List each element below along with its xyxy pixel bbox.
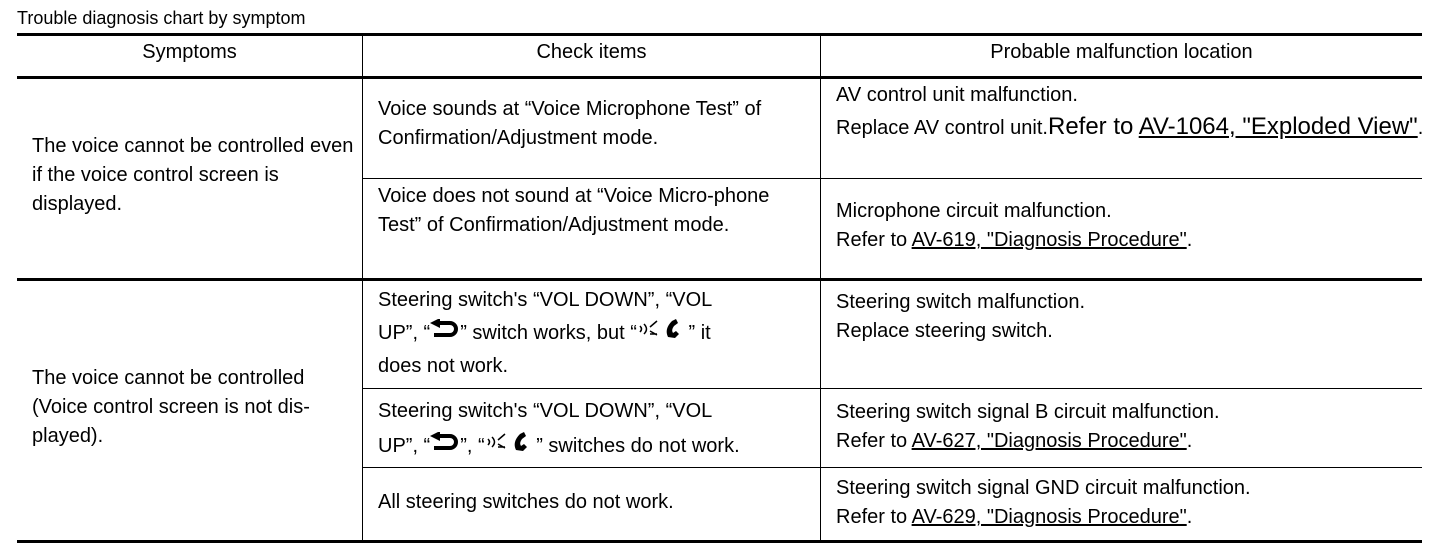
voice-icon: [485, 429, 507, 464]
location-text: Steering switch signal B circuit malfunction.: [836, 401, 1220, 423]
header-symptoms: Symptoms: [142, 41, 237, 63]
check-text: ”, “: [460, 435, 485, 457]
header-check-items: Check items: [536, 41, 647, 63]
check-text: UP”, “: [378, 322, 431, 344]
check-text: Steering switch's “VOL DOWN”, “VOL: [378, 289, 713, 311]
table-bottom-border: [17, 540, 1422, 543]
location-cell: [836, 197, 1416, 255]
check-text: ” switches do not work.: [536, 435, 740, 457]
location-text: [836, 427, 1416, 456]
column-divider: [820, 35, 821, 542]
back-arrow-icon: [430, 429, 460, 464]
reference-link[interactable]: AV-619, "Diagnosis Procedure": [911, 229, 1187, 251]
group-divider: [17, 278, 1422, 281]
location-prefix: Replace AV control unit.: [836, 117, 1048, 139]
check-text: ” it: [688, 322, 711, 344]
chart-caption: Trouble diagnosis chart by symptom: [17, 8, 306, 28]
reference-link[interactable]: AV-627, "Diagnosis Procedure": [911, 430, 1187, 452]
check-cell: [378, 394, 818, 464]
check-text: UP”, “: [378, 435, 431, 457]
location-text: [836, 226, 1416, 255]
symptom-cell: The voice cannot be controlled (Voice control screen is not dis-played).: [32, 367, 310, 447]
check-text: does not work.: [378, 355, 509, 378]
check-text: [378, 317, 818, 350]
check-cell: [378, 284, 818, 383]
back-arrow-icon: [430, 317, 460, 350]
row-divider: [362, 467, 1422, 468]
check-cell: Voice does not sound at “Voice Micro-phone Test” of Confirmation/Adjustment mode.: [378, 185, 770, 236]
suffix-text: .: [1186, 229, 1193, 251]
location-cell: [836, 288, 1416, 346]
suffix-text: .: [1186, 430, 1193, 452]
location-text: Steering switch signal GND circuit malfunction.: [836, 477, 1251, 499]
header-location: Probable malfunction location: [990, 41, 1253, 63]
reference-link[interactable]: AV-1064, "Exploded View": [1138, 113, 1418, 140]
suffix-text: .: [1186, 506, 1193, 528]
refer-text: Refer to: [836, 430, 912, 452]
row-divider: [362, 178, 1422, 179]
symptom-cell: The voice cannot be controlled even if the voice control screen is displayed.: [32, 135, 354, 215]
table-top-border: [17, 33, 1422, 36]
refer-text: Refer to: [836, 229, 912, 251]
suffix-text: .: [1417, 117, 1424, 139]
location-cell: [836, 398, 1416, 456]
check-cell: Voice sounds at “Voice Microphone Test” of Confirmation/Adjustment mode.: [378, 98, 762, 149]
refer-text: Refer to: [836, 506, 912, 528]
location-cell: [836, 474, 1416, 532]
location-text: [836, 110, 1426, 145]
check-text: ” switch works, but “: [460, 322, 637, 344]
location-cell: [836, 81, 1426, 145]
location-text: Steering switch malfunction.: [836, 291, 1086, 313]
location-text: Replace steering switch.: [836, 320, 1053, 342]
reference-link[interactable]: AV-629, "Diagnosis Procedure": [911, 506, 1187, 528]
location-text: Microphone circuit malfunction.: [836, 200, 1112, 222]
location-text: [836, 503, 1416, 532]
header-bottom-border: [17, 76, 1422, 79]
phone-icon: [512, 429, 536, 464]
row-divider: [362, 388, 1422, 389]
refer-text: Refer to: [1047, 113, 1139, 140]
check-text: [378, 429, 818, 464]
check-text: Steering switch's “VOL DOWN”, “VOL: [378, 400, 713, 422]
column-divider: [362, 35, 363, 542]
location-text: AV control unit malfunction.: [836, 84, 1078, 106]
voice-icon: [637, 317, 659, 350]
phone-icon: [664, 317, 688, 350]
check-cell: All steering switches do not work.: [378, 491, 674, 513]
